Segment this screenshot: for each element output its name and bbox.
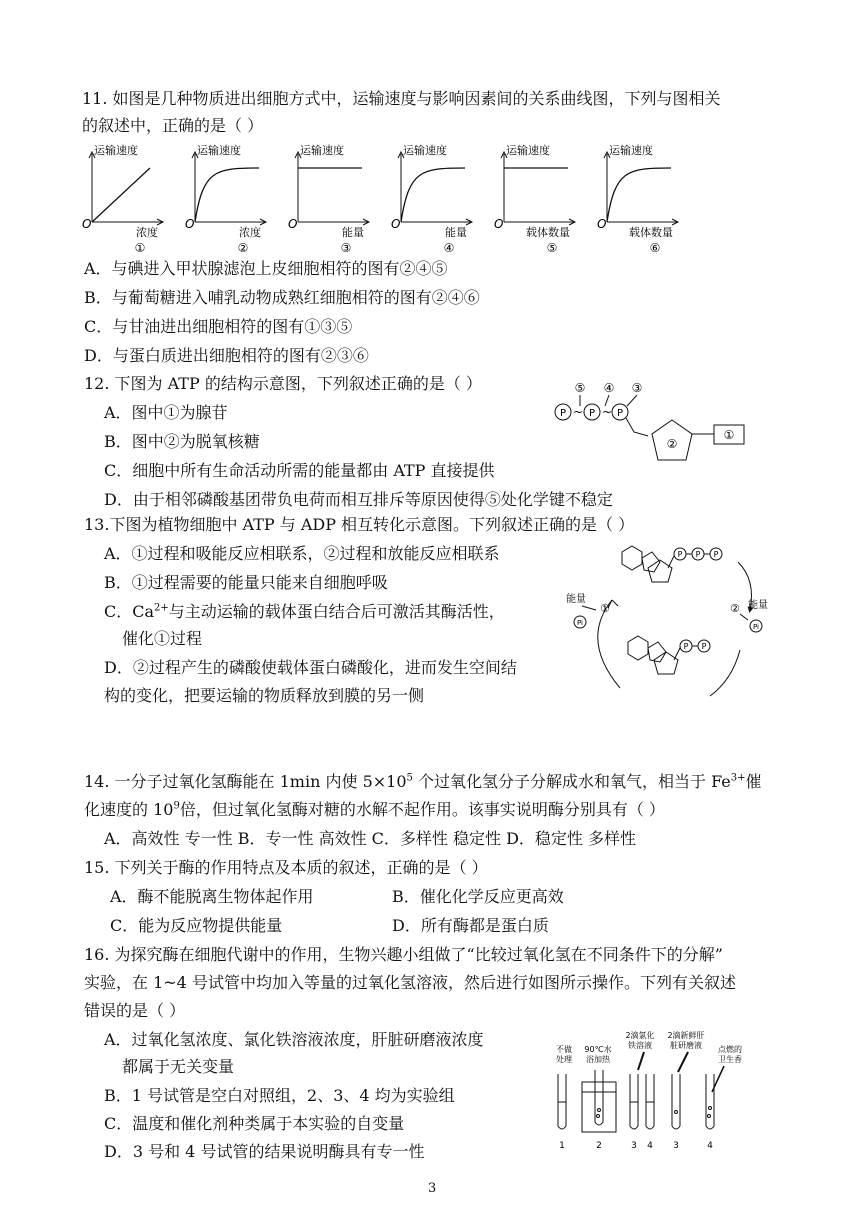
energy-left-arrow — [582, 606, 596, 610]
graph-3-xlabel: 能量 — [342, 226, 364, 239]
adp-pentagon — [648, 642, 666, 662]
tube-2-bubble-1 — [598, 1109, 601, 1112]
label-liver-1: 2滴新鲜肝 — [667, 1031, 705, 1040]
q13-option-c-pre: C．Ca — [104, 602, 155, 621]
q11-option-b: B．与葡萄糖进入哺乳动物成熟红细胞相符的图有②④⑥ — [84, 288, 480, 307]
energy-label-left: 能量 — [566, 594, 586, 605]
atp-structure-diagram — [548, 376, 758, 466]
process-label-1: ① — [600, 602, 610, 615]
q14-exponent-5: 5 — [406, 772, 413, 784]
q12-option-d: D．由于相邻磷酸基团带负电荷而相互排斥等原因使得⑤处化学键不稳定 — [104, 490, 613, 509]
q16-stem-line1: 16. 为探究酶在细胞代谢中的作用，生物兴趣小组做了“比较过氧化氢在不同条件下的分解” — [84, 945, 723, 964]
phosphate-label-3: P — [616, 408, 624, 419]
tube-number-2: 2 — [596, 1141, 602, 1151]
graph-2-curve — [195, 168, 259, 222]
q11-option-c: C．与甘油进出细胞相符的图有①③⑤ — [84, 317, 353, 336]
q11-stem-line1: 11. 如图是几种物质进出细胞方式中，运输速度与影响因素间的关系曲线图，下列与图相关 — [82, 89, 721, 108]
graph-6-curve — [607, 168, 671, 222]
test-tube-experiment-diagram — [548, 1030, 758, 1170]
phosphate-label-1: P — [559, 408, 567, 419]
adp-hexagon — [628, 636, 648, 660]
label-incense-1: 点燃的 — [718, 1045, 742, 1054]
dropper-fecl3 — [638, 1052, 644, 1070]
q11-option-a: A．与碘进入甲状腺滤泡上皮细胞相符的图有②④⑤ — [84, 259, 448, 278]
graph-2-ylabel: 运输速度 — [197, 144, 241, 157]
graph-2-xlabel: 浓度 — [239, 226, 261, 239]
label-water-bath-2: 浴加热 — [586, 1055, 610, 1064]
label-fecl3-2: 铁溶液 — [628, 1041, 652, 1050]
q16-option-d: D．3 号和 4 号试管的结果说明酶具有专一性 — [104, 1142, 425, 1161]
tube-number-3b: 3 — [673, 1141, 679, 1151]
q12-option-c: C．细胞中所有生命活动所需的能量都由 ATP 直接提供 — [104, 461, 495, 480]
graph-4-ylabel: 运输速度 — [403, 144, 447, 157]
atp-top-p3-label: P — [713, 550, 719, 559]
adenine-label-1: ① — [723, 428, 735, 442]
q14-line2-pre: 化速度的 10 — [84, 800, 174, 819]
q14-stem-line2 — [84, 799, 665, 821]
q14-line2-post: 倍，但过氧化氢酶对糖的水解不起作用。该事实说明酶分别具有（ ） — [179, 800, 665, 819]
atp-top-ribose — [648, 560, 672, 582]
q11-graphs — [80, 142, 800, 252]
adp-p2-label: P — [701, 642, 707, 651]
graph-5-xlabel: 载体数量 — [526, 226, 570, 239]
label-fecl3-1: 2滴氯化 — [625, 1031, 655, 1040]
label-no-treatment-1: 不做 — [556, 1045, 572, 1054]
pi-right-label: Pi — [752, 623, 760, 631]
q12-option-a: A．图中①为腺苷 — [104, 403, 228, 422]
q14-exponent-9: 9 — [173, 800, 180, 812]
q12-stem: 12. 下图为 ATP 的结构示意图，下列叙述正确的是（ ） — [84, 374, 482, 393]
q13-option-c — [104, 601, 505, 623]
tube-3-result-bubble — [675, 1111, 678, 1114]
tube-number-3: 3 — [631, 1141, 637, 1151]
q15-option-c: C．能为反应物提供能量 — [110, 916, 283, 935]
pi-left-label: Pi — [576, 619, 584, 627]
tube-number-4b: 4 — [707, 1141, 713, 1151]
q14-line1-pre: 14. 一分子过氧化氢酶能在 1min 内使 5×10 — [84, 772, 407, 791]
label-water-bath-1: 90℃水 — [584, 1045, 612, 1054]
iron-charge: 3+ — [730, 772, 746, 784]
q12-option-b: B．图中②为脱氧核糖 — [104, 432, 260, 451]
atp-label-4: ④ — [603, 381, 615, 395]
q16-stem-line2: 实验，在 1~4 号试管中均加入等量的过氧化氢溶液，然后进行如图所示操作。下列有关叙述 — [84, 973, 736, 992]
graph-1-origin: O — [82, 217, 92, 231]
graph-4-curve — [401, 168, 465, 222]
graph-4-origin: O — [391, 217, 401, 231]
label-liver-2: 脏研磨液 — [670, 1041, 702, 1050]
page-number: 3 — [428, 1181, 437, 1196]
graph-5-number: ⑤ — [546, 241, 558, 252]
energy-right-arrow — [740, 614, 748, 620]
high-energy-bond-1: ~ — [572, 405, 584, 419]
graph-4-number: ④ — [443, 241, 455, 252]
graph-4-xlabel: 能量 — [445, 226, 467, 239]
q16-option-a-line1: A．过氧化氢浓度、氯化铁溶液浓度，肝脏研磨液浓度 — [104, 1030, 484, 1049]
tube-number-4: 4 — [647, 1141, 653, 1151]
q15-option-d: D．所有酶都是蛋白质 — [392, 916, 549, 935]
high-energy-bond-2: ~ — [601, 405, 613, 419]
tube-3-result — [672, 1074, 680, 1129]
phosphate-label-2: P — [588, 408, 596, 419]
tube-4-result-bubble-2 — [708, 1115, 711, 1118]
q15-option-a: A．酶不能脱离生物体起作用 — [110, 887, 314, 906]
q13-option-d-line1: D．②过程产生的磷酸使载体蛋白磷酸化，进而发生空间结 — [104, 658, 517, 677]
graph-5-ylabel: 运输速度 — [506, 144, 550, 157]
atp-top-p2-label: P — [695, 550, 701, 559]
adp-p1-label: P — [683, 642, 689, 651]
adp-link — [674, 648, 680, 660]
graph-1-curve — [92, 168, 150, 222]
q13-option-c-cont: 催化①过程 — [122, 629, 203, 648]
process-label-2: ② — [730, 602, 740, 615]
graph-3-ylabel: 运输速度 — [300, 144, 344, 157]
dropper-liver — [678, 1052, 688, 1072]
q11-stem-line2: 的叙述中，正确的是（ ） — [82, 116, 264, 135]
q13-option-c-post: 与主动运输的载体蛋白结合后可激活其酶活性， — [168, 602, 505, 621]
q15-stem: 15. 下列关于酶的作用特点及本质的叙述，正确的是（ ） — [84, 858, 488, 877]
q16-option-b: B．1 号试管是空白对照组，2、3、4 均为实验组 — [104, 1086, 455, 1105]
atp-label-3: ③ — [631, 381, 643, 395]
graph-2-origin: O — [185, 217, 195, 231]
atp-top-link — [668, 556, 674, 568]
atp-pointer-3 — [627, 395, 637, 406]
q16-option-c: C．温度和催化剂种类属于本实验的自变量 — [104, 1114, 405, 1133]
tube-number-1: 1 — [559, 1141, 565, 1151]
adp-ribose — [654, 652, 678, 674]
pentose-label-2: ② — [666, 437, 678, 451]
q13-option-b: B．①过程需要的能量只能来自细胞呼吸 — [104, 573, 388, 592]
q16-stem-line3: 错误的是（ ） — [84, 1001, 186, 1020]
graph-6-ylabel: 运输速度 — [609, 144, 653, 157]
cycle-arrow-right-lower — [710, 650, 740, 696]
q14-line1-mid: 个过氧化氢分子分解成水和氧气，相当于 Fe — [412, 772, 731, 791]
label-no-treatment-2: 处理 — [556, 1055, 572, 1064]
q14-stem-line1 — [84, 771, 762, 793]
label-incense-2: 卫生香 — [718, 1055, 742, 1064]
graph-1-number: ① — [134, 241, 146, 252]
graph-6-xlabel: 载体数量 — [629, 226, 673, 239]
calcium-charge: 2+ — [154, 602, 169, 614]
energy-label-right: 能量 — [748, 600, 768, 611]
atp-top-hexagon — [622, 546, 642, 570]
atp-top-p1-label: P — [677, 550, 683, 559]
ester-bond-line — [626, 418, 648, 436]
tube-4-result — [706, 1074, 714, 1129]
q13-stem: 13.下图为植物细胞中 ATP 与 ADP 相互转化示意图。下列叙述正确的是（ ） — [84, 515, 635, 534]
graph-6-number: ⑥ — [649, 241, 661, 252]
q15-option-b: B．催化化学反应更高效 — [392, 887, 564, 906]
q14-options: A．高效性 专一性 B．专一性 高效性 C．多样性 稳定性 D．稳定性 多样性 — [104, 829, 636, 848]
graph-3-number: ③ — [340, 241, 352, 252]
q11-option-d: D．与蛋白质进出细胞相符的图有②③⑥ — [84, 346, 369, 365]
atp-label-5: ⑤ — [574, 381, 586, 395]
graph-1-xlabel: 浓度 — [136, 226, 158, 239]
q16-option-a-line2: 都属于无关变量 — [122, 1057, 235, 1076]
graph-6-origin: O — [597, 217, 607, 231]
atp-adp-cycle-diagram — [560, 540, 800, 710]
q14-line1-post: 催 — [745, 772, 762, 791]
graph-1-ylabel: 运输速度 — [94, 144, 138, 157]
graph-2-number: ② — [237, 241, 249, 252]
tube-2-bubble-2 — [597, 1115, 600, 1118]
graph-3-origin: O — [288, 217, 298, 231]
tube-4-result-bubble-1 — [709, 1107, 712, 1110]
graph-5-origin: O — [494, 217, 504, 231]
q13-option-a: A．①过程和吸能反应相联系，②过程和放能反应相联系 — [104, 544, 500, 563]
q13-option-d-line2: 构的变化，把要运输的物质释放到膜的另一侧 — [104, 686, 425, 705]
